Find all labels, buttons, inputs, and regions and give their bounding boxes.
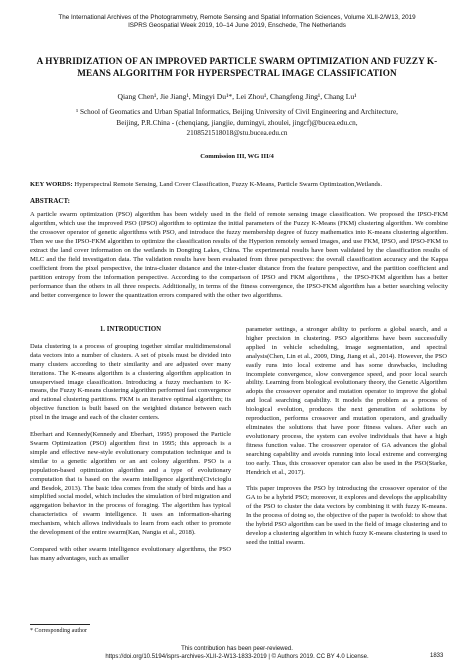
intro-paragraph-2: Eberhart and Kennedy(Kennedy and Eberhart, 1995) proposed the Particle Swarm Optimization (PSO) algorithm first in 1995; this approach is a simple and effective new-style evolutionary computation technique and is similar to a genetic algorithm or an ant colony algorithm. PSO is a population-based optimization algorithm and a type of evolutionary computation that is based on the swarm intelligence algorithm(Civicioglu and Besdok, 2013). The basic idea comes from the study of birds and has a simplified social model, which includes the simulation of bird migration and aggregation behavior in the process of foraging. The algorithm has typical characteristics of swarm intelligence. It uses an information-sharing mechanism, which allows individuals to learn from each other to promote the development of the entire swarm(Kan, Nangia et al., 2018).	[30, 431, 231, 537]
abstract-text: A particle swarm optimization (PSO) algorithm has been widely used in the field of remote sensing image classification. We proposed the IPSO-FKM algorithm, which use the improved PSO (IPSO) algorithm to optimize the initial parameters of the Fuzzy K-Means (FKM) clustering algorithm. We combine the crossover operator of genetic algorithms with PSO, and introduce the fuzzy membership degree of fuzzy mathematics into K-means clustering algorithm. Then we use the IPSO-FKM algorithm to optimize the classification results of the Hyperion remotely sensed images, and use FKM, IPSO, and IPSO-FKM to extract the land cover information on the wetlands in Dongting Lakes, China. The experimental results have been validated by the classification results of MLC and the field investigation data. The validation results have been evaluated from three perspectives: the overall classification accuracy and the Kappa coefficient from the pixel perspective, the intra-cluster distance and the inter-cluster distance from the feature perspective, and the partition coefficient and partition entropy from the information perspective. According to the comparison of IPSO and FKM algorithms，the IPSO-FKM algorithm has a better performance than the others in all three respects. Additionally, in terms of the fitness convergence, the IPSO-FKM algorithm has a better searching velocity and better convergence to lower the quantization errors compared with the other two algorithms.	[30, 211, 448, 299]
footnote-rule	[30, 624, 90, 625]
keywords	[30, 180, 448, 189]
right-column	[246, 326, 447, 556]
running-header-journal: The International Archives of the Photogrammetry, Remote Sensing and Spatial Information Sciences, Volume XLII-2/W13, 2019	[58, 14, 416, 21]
footnote-corresponding-author: * Corresponding author	[30, 628, 87, 634]
intro-paragraph-5: This paper improves the PSO by introducing the crossover operator of the GA to be a hybrid PSO; moreover, it explores and develops the applicability of the PSO to cluster the data vectors by combining it with fuzzy K-means. In the process of doing so, the objective of the paper is twofold: to show that the hybrid PSO algorithm can be used in the field of image clustering and to develop a clustering algorithm in which fuzzy K-means clustering is used to seed the initial swarm.	[246, 485, 447, 546]
affiliation-line-1: ¹ School of Geomatics and Urban Spatial Informatics, Beijing University of Civil Engineering and Architecture,	[76, 108, 398, 116]
affiliation	[60, 107, 414, 139]
page-number: 1833	[430, 653, 444, 659]
author-list: Qiang Chen¹, Jie Jiang¹, Mingyi Du¹*, Lei Zhou¹, Changfeng Jing¹, Chang Lu¹	[117, 92, 357, 101]
running-header-conference: ISPRS Geospatial Week 2019, 10–14 June 2019, Enschede, The Netherlands	[128, 22, 346, 29]
intro-paragraph-4: parameter settings, a stronger ability to perform a global search, and a higher precision in clustering. PSO algorithms have been successfully applied in vehicle scheduling, image segmentation, and spectral analysis(Chen, Lin et al., 2009, Ding, Jiang et al., 2014). However, the PSO easily runs into local extreme and has some drawbacks, including incomplete convergence, slow convergence speed, and poor local search ability. Learning from biological evolutionary theory, the Genetic Algorithm adopts the crossover operator and mutation operator to improve the global and local searching capability. It models the problem as a process of biological evolution, produces the next generation of solutions by reproduction, performs crossover and mutation operators, and gradually eliminates the solutions that have poor fitness values. After such an evolutionary process, the system can evolve individuals that have a high fitness function value. The crossover operator of GA advances the global searching capability and avoids running into local extreme and converging too early. Thus, this crossover operator can also be used in the PSO(Starke, Hendrich et al., 2017).	[246, 326, 447, 476]
abstract-heading: ABSTRACT:	[30, 197, 70, 205]
paper-title: A HYBRIDIZATION OF AN IMPROVED PARTICLE SWARM OPTIMIZATION AND FUZZY K-MEANS ALGORITHM FOR HYPERSPECTRAL IMAGE CLASSIFICATION	[36, 56, 438, 78]
keywords-label: KEY WORDS:	[30, 181, 73, 188]
affiliation-line-3: 2108521518018@stu.bucea.edu.cn	[186, 129, 288, 138]
affiliation-line-2: Beijing, P.R.China - (chenqiang, jiangjie, dumingyi, zhoulei, jingcf)@bucea.edu.cn,	[116, 118, 358, 127]
footer-peer-review: This contribution has been peer-reviewed.	[181, 646, 293, 652]
commission-label: Commission III, WG III/4	[200, 153, 274, 160]
intro-paragraph-1: Data clustering is a process of grouping together similar multidimensional data vectors into a number of clusters. A set of pixels must be divided into many clusters according to their similarity and are adjusted over many iterations. The K-means algorithm is a clustering algorithm application in unsupervised image classification. Introducing a fuzzy mechanism to K-means, the Fuzzy K-means clustering algorithm performed fast convergence and rational clustering partitions. FKM is an iterative optimal algorithm; its objective function is built based on the weighted distance between each pixel in the image and each of the cluster centers.	[30, 342, 231, 422]
footer-doi-link[interactable]: https://doi.org/10.5194/isprs-archives-XLII-2-W13-1833-2019 | © Authors 2019. CC BY 4.0 License.	[105, 654, 369, 660]
keywords-text: Hyperspectral Remote Sensing, Land Cover Classification, Fuzzy K-Means, Particle Swarm Optimization,Wetlands.	[74, 181, 382, 188]
introduction-heading: 1. INTRODUCTION	[99, 326, 162, 333]
intro-paragraph-3: Compared with other swarm intelligence evolutionary algorithms, the PSO has many advantages, such as smaller	[30, 545, 231, 562]
left-column	[30, 326, 231, 572]
